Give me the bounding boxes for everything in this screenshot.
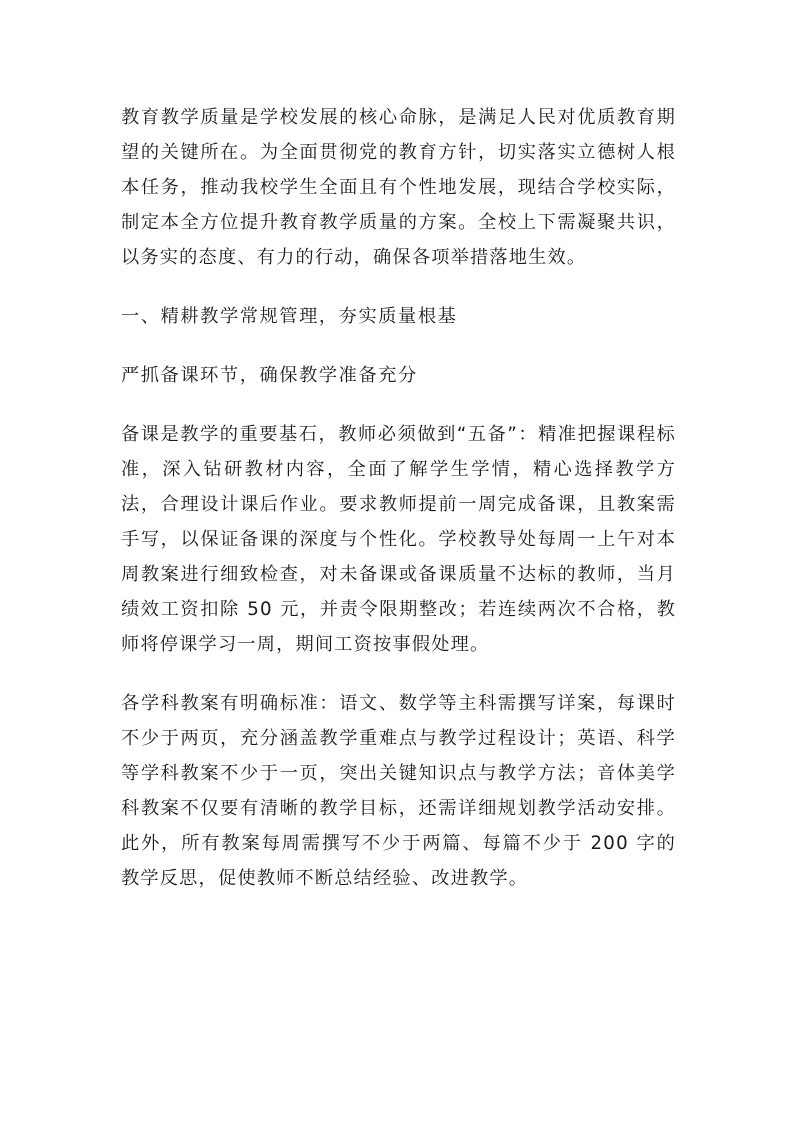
body-paragraph: 各学科教案有明确标准：语文、数学等主科需撰写详案，每课时不少于两页，充分涵盖教学重难点与教学过程设计；英语、科学等学科教案不少于一页，突出关键知识点与教学方法；音体美学科教案不仅要有清晰的教学目标，还需详细规划教学活动安排。此外，所有教案每周需撰写不少于两篇、每篇不少于 200 字的教学反思，促使教师不断总结经验、改进教学。 — [121, 693, 676, 889]
subsection-heading: 严抓备课环节，确保教学准备充分 — [121, 365, 418, 386]
intro-paragraph: 教育教学质量是学校发展的核心命脉，是满足人民对优质教育期望的关键所在。为全面贯彻党的教育方针，切实落实立德树人根本任务，推动我校学生全面且有个性地发展，现结合学校实际，制定本全方位提升教育教学质量的方案。全校上下需凝聚共识，以务实的态度、有力的行动，确保各项举措落地生效。 — [121, 107, 676, 268]
document-page — [121, 100, 676, 920]
body-paragraph: 备课是教学的重要基石，教师必须做到“五备”：精准把握课程标准，深入钻研教材内容，全面了解学生学情，精心选择教学方法，合理设计课后作业。要求教师提前一周完成备课，且教案需手写，以保证备课的深度与个性化。学校教导处每周一上午对本周教案进行细致检查，对未备课或备课质量不达标的教师，当月绩效工资扣除 50 元，并责令限期整改；若连续两次不合格，教师将停课学习一周，期间工资按事假处理。 — [121, 424, 676, 655]
section-heading: 一、精耕教学常规管理，夯实质量根基 — [121, 306, 458, 327]
